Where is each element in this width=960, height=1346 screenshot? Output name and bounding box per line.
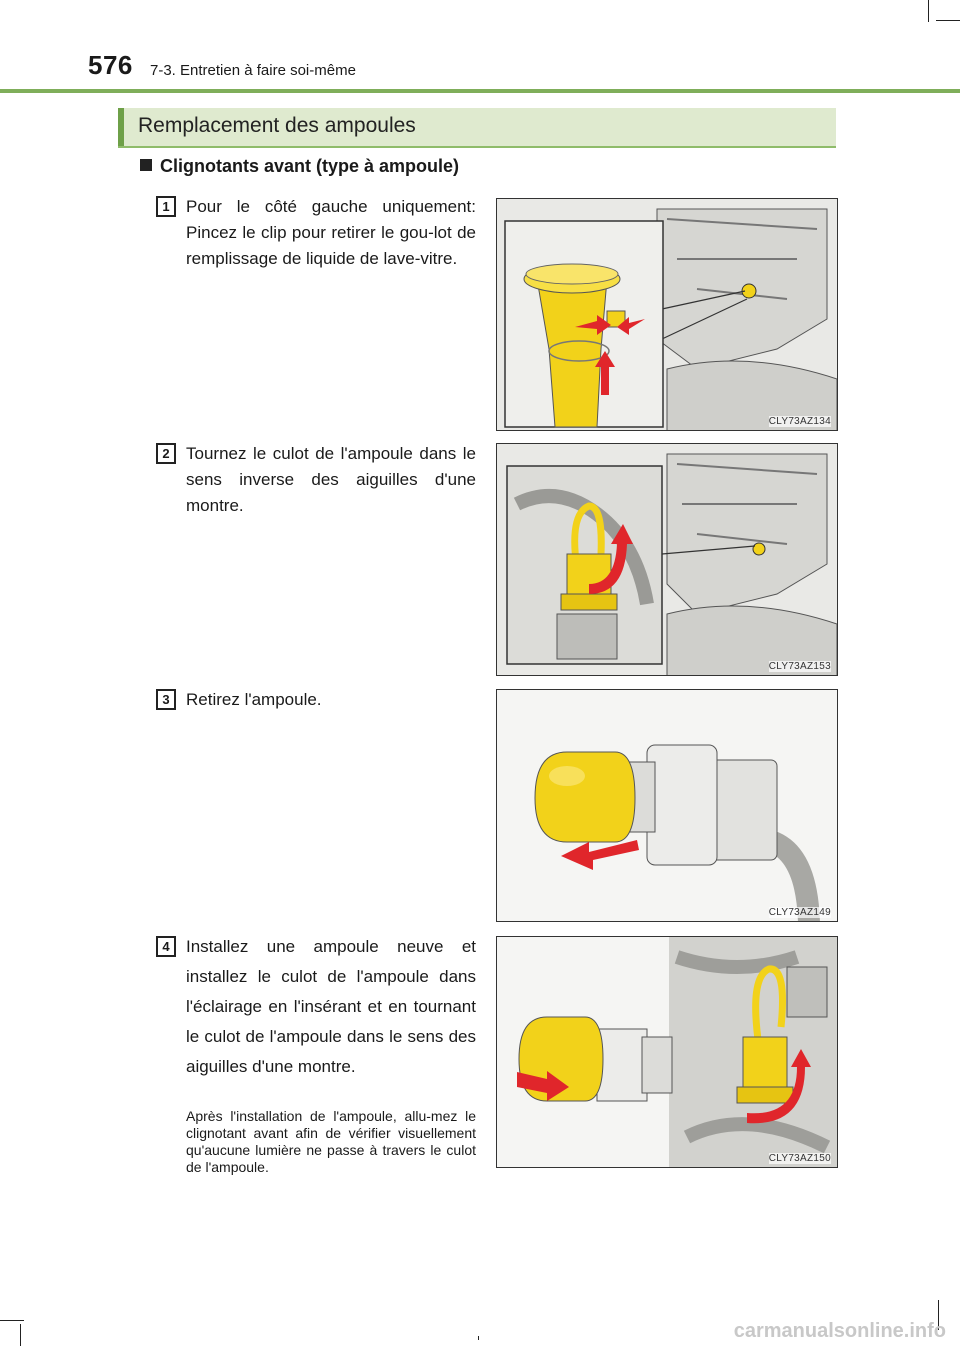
section-underline [118, 146, 836, 148]
subheading-text: Clignotants avant (type à ampoule) [160, 156, 460, 176]
square-bullet-icon [140, 159, 152, 171]
step-number-4: 4 [156, 936, 176, 957]
crop-mark-top-right [928, 0, 929, 22]
figure-step-2 [496, 443, 838, 676]
crop-mark-top-right-h [936, 20, 960, 21]
step-number-1: 1 [156, 196, 176, 217]
center-mark [478, 1336, 479, 1340]
figure-step-3 [496, 689, 838, 922]
washer-filler-illustration [497, 199, 838, 431]
section-heading [118, 108, 836, 146]
bulb-socket-turn-illustration [497, 444, 838, 676]
step-note: Après l'installation de l'ampoule, allu-mez le clignotant avant afin de vérifier visuellement qu'aucune lumière ne passe à travers le culot de l'ampoule. [186, 1108, 476, 1175]
figure-step-1 [496, 198, 838, 431]
subheading [140, 156, 459, 177]
figure-code-3: CLY73AZ149 [768, 907, 831, 918]
figure-code-2: CLY73AZ153 [768, 661, 831, 672]
bulb-removal-illustration [497, 690, 838, 922]
page-number: 576 [88, 50, 133, 80]
step-text-1: Pour le côté gauche uniquement: Pincez le clip pour retirer le gou-lot de remplissage de liquide de lave-vitre. [186, 197, 476, 268]
step-number-3: 3 [156, 689, 176, 710]
step-text-3: Retirez l'ampoule. [186, 690, 322, 709]
step-text-4: Installez une ampoule neuve et installez le culot de l'ampoule dans l'éclairage en l'insérant et en tournant le culot de l'ampoule dans le sens des aiguilles d'une montre. [186, 937, 476, 1076]
section-title: Remplacement des ampoules [138, 114, 416, 137]
figure-code-1: CLY73AZ134 [768, 416, 831, 427]
bulb-install-illustration [497, 937, 838, 1168]
step-text-2: Tournez le culot de l'ampoule dans le sens inverse des aiguilles d'une montre. [186, 444, 476, 515]
figure-code-4: CLY73AZ150 [768, 1153, 831, 1164]
crop-mark-bottom-left-h [0, 1320, 24, 1321]
chapter-title: 7-3. Entretien à faire soi-même [150, 62, 356, 79]
crop-mark-bottom-left [20, 1324, 21, 1346]
step-number-2: 2 [156, 443, 176, 464]
footer-watermark: carmanualsonline.info [733, 1320, 946, 1342]
figure-step-4 [496, 936, 838, 1168]
header-rule [0, 89, 960, 93]
